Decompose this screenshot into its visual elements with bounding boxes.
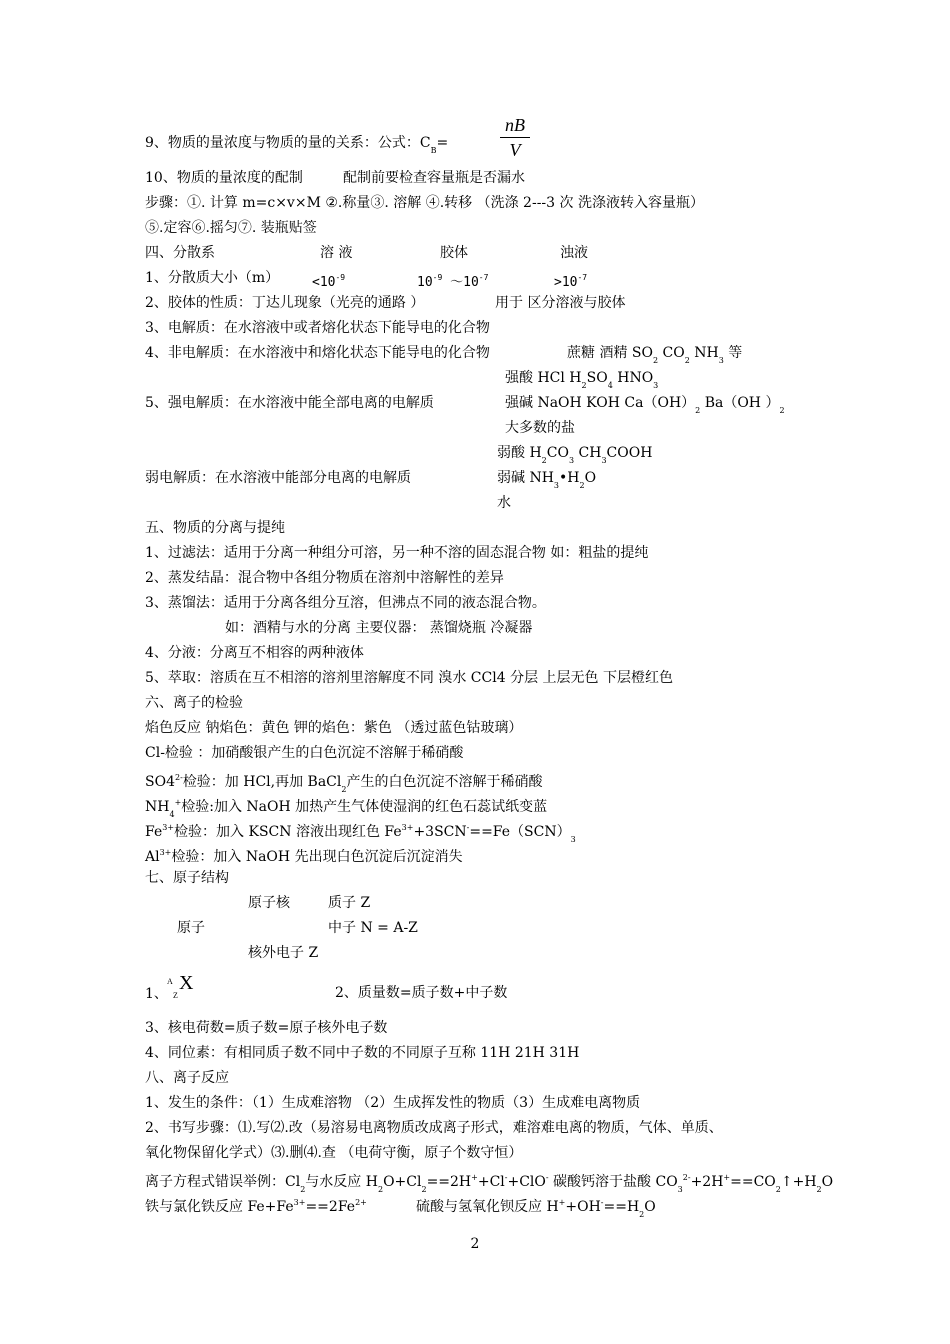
proton-label: 质子 Z xyxy=(328,895,371,911)
text: SO4 xyxy=(145,774,175,790)
text: 等 xyxy=(723,345,743,361)
heading-ionic-reaction: 八、离子反应 xyxy=(145,1070,229,1086)
subscript: 2 xyxy=(639,1210,645,1219)
text: O xyxy=(584,470,597,486)
text: <10 xyxy=(312,275,336,290)
line-steps-2: ⑤.定容⑥.摇匀⑦. 装瓶贴签 xyxy=(145,220,317,236)
superscript: + xyxy=(558,1198,566,1207)
non-electrolyte-examples xyxy=(567,343,742,371)
page-number: 2 xyxy=(470,1236,480,1252)
superscript: - xyxy=(504,1173,508,1182)
error-example-2b xyxy=(416,1193,656,1225)
superscript: -9 xyxy=(335,273,346,282)
subscript: 3 xyxy=(653,381,659,390)
subscript: 2 xyxy=(341,785,347,794)
superscript: 2- xyxy=(174,773,183,782)
text: +OH xyxy=(565,1199,601,1215)
subscript: 2 xyxy=(816,1185,822,1194)
subscript: 2 xyxy=(779,406,785,415)
text: ↑+H xyxy=(780,1174,817,1190)
text: O+Cl xyxy=(383,1174,422,1190)
electrolyte-def: 3、电解质：在水溶液中或者熔化状态下能导电的化合物 xyxy=(145,320,490,336)
text: 检验:加入 NaOH 加热产生气体使湿润的红色石蕊试纸变蓝 xyxy=(181,799,548,815)
line-10a: 10、物质的量浓度的配制 xyxy=(145,170,303,186)
text: CO xyxy=(546,445,569,461)
error-example-2a xyxy=(145,1193,367,1217)
electron-label: 核外电子 Z xyxy=(248,945,319,961)
writing-steps: 2、书写步骤：⑴.写⑵.改（易溶易电离物质改成离子形式，难溶难电离的物质，气体、单质、 xyxy=(145,1120,723,1136)
non-electrolyte-def: 4、非电解质：在水溶液中和熔化状态下能导电的化合物 xyxy=(145,345,490,361)
colloid-property: 2、胶体的性质：丁达儿现象（光亮的通路 ） xyxy=(145,295,425,311)
strong-acid xyxy=(505,368,658,396)
text: 弱碱 NH xyxy=(497,470,554,486)
text: 铁与氯化铁反应 Fe+Fe xyxy=(145,1199,294,1215)
line-steps: 步骤：①. 计算 m=c×v×M ②.称量③. 溶解 ④.转移 （洗涤 2---3 次 洗涤液转入容量瓶） xyxy=(145,195,704,211)
text: ～10 xyxy=(442,275,479,290)
subscript: 3 xyxy=(570,835,576,844)
text: 蔗糖 酒精 SO xyxy=(567,345,653,361)
reaction-conditions: 1、发生的条件：（1）生成难溶物 （2）生成挥发性的物质（3）生成难电离物质 xyxy=(145,1095,641,1111)
text: O xyxy=(821,1174,834,1190)
subscript: B xyxy=(430,146,437,155)
atomic-number: Z xyxy=(173,991,178,1000)
text: SO xyxy=(586,370,608,386)
subscript: 2 xyxy=(541,456,547,465)
colloid-use: 用于 区分溶液与胶体 xyxy=(495,295,626,311)
atom-label: 原子 xyxy=(177,920,205,936)
superscript: + xyxy=(471,1173,478,1182)
subscript: 2 xyxy=(421,1185,427,1194)
col-solution: 溶 液 xyxy=(320,245,353,261)
col-suspension: 浊液 xyxy=(560,245,588,261)
text: 检验：加入 NaOH 先出现白色沉淀后沉淀消失 xyxy=(171,849,463,865)
superscript: - xyxy=(600,1198,604,1207)
superscript: -7 xyxy=(478,273,489,282)
text: >10 xyxy=(554,275,578,290)
mass-number: A xyxy=(167,977,173,986)
weak-electrolyte-def: 弱电解质：在水溶液中能部分电离的电解质 xyxy=(145,470,411,486)
text: 强碱 NaOH KOH Ca（OH） xyxy=(505,395,696,411)
text: +3SCN xyxy=(413,824,467,840)
heading-dispersion: 四、分散系 xyxy=(145,245,215,261)
text: ==2Fe xyxy=(305,1199,356,1215)
text: O xyxy=(644,1199,656,1215)
text: 9、物质的量浓度与物质的量的关系：公式：C xyxy=(145,135,431,151)
text: ==2H xyxy=(426,1174,472,1190)
heading-ion-test: 六、离子的检验 xyxy=(145,695,243,711)
text: 硫酸与氢氧化钡反应 H xyxy=(416,1199,559,1215)
heading-atomic-structure: 七、原子结构 xyxy=(145,870,229,886)
isotope: 4、同位素：有相同质子数不同中子数的不同原子互称 11H 21H 31H xyxy=(145,1045,580,1061)
text: 碳酸钙溶于盐酸 CO xyxy=(548,1174,678,1190)
text: NH xyxy=(689,345,719,361)
numerator: nB xyxy=(505,115,525,135)
subscript: 2 xyxy=(300,1185,306,1194)
superscript: 2- xyxy=(682,1173,691,1182)
text: •H xyxy=(559,470,580,486)
size-suspension xyxy=(554,268,587,293)
col-colloid: 胶体 xyxy=(440,245,468,261)
text: 强酸 HCl H xyxy=(505,370,582,386)
mass-number-def: 2、质量数=质子数+中子数 xyxy=(335,985,508,1001)
superscript: 3+ xyxy=(162,823,175,832)
subscript: 2 xyxy=(579,481,585,490)
superscript: 3+ xyxy=(401,823,414,832)
text: COOH xyxy=(606,445,653,461)
weak-base xyxy=(497,468,596,496)
nuclear-charge: 3、核电荷数=质子数=原子核外电子数 xyxy=(145,1020,388,1036)
distillation-example: 如：酒精与水的分离 主要仪器： 蒸馏烧瓶 冷凝器 xyxy=(225,620,533,636)
flame-test: 焰色反应 钠焰色：黄色 钾的焰色：紫色 （透过蓝色钴玻璃） xyxy=(145,720,523,736)
superscript: -7 xyxy=(577,273,588,282)
subscript: 2 xyxy=(652,356,659,365)
text: ==CO xyxy=(730,1174,776,1190)
subscript: 4 xyxy=(607,381,613,390)
text: NH xyxy=(145,799,170,815)
subscript: 2 xyxy=(581,381,587,390)
text: CH xyxy=(574,445,602,461)
nucleus-label: 原子核 xyxy=(248,895,290,911)
strong-electrolyte-def: 5、强电解质：在水溶液中能全部电离的电解质 xyxy=(145,395,434,411)
extraction: 5、萃取：溶质在互不相溶的溶剂里溶解度不同 溴水 CCl4 分层 上层无色 下层橙红色 xyxy=(145,670,673,686)
text: 产生的白色沉淀不溶解于稀硝酸 xyxy=(346,774,543,790)
subscript: 3 xyxy=(601,456,607,465)
subscript: 2 xyxy=(684,356,690,365)
subscript: 4 xyxy=(169,810,175,819)
text: ==Fe（SCN） xyxy=(469,824,571,840)
line-9-formula xyxy=(145,133,448,161)
text: +ClO xyxy=(507,1174,546,1190)
denominator: V xyxy=(509,140,521,160)
size-label: 1、分散质大小（m） xyxy=(145,270,280,286)
text: +2H xyxy=(690,1174,724,1190)
strong-base xyxy=(505,393,785,421)
size-solution xyxy=(312,268,345,293)
subscript: 3 xyxy=(568,456,575,465)
subscript: 2 xyxy=(775,1185,781,1194)
superscript: + xyxy=(174,798,182,807)
heading-separation: 五、物质的分离与提纯 xyxy=(145,520,285,536)
chloride-test: Cl-检验 ：加硝酸银产生的白色沉淀不溶解于稀硝酸 xyxy=(145,745,464,761)
subscript: 3 xyxy=(718,356,724,365)
neutron-label: 中子 N = A-Z xyxy=(328,920,418,936)
text: 1、 xyxy=(145,986,168,1002)
text: 检验：加 HCl,再加 BaCl xyxy=(182,774,342,790)
aluminum-test xyxy=(145,843,463,867)
text: +Cl xyxy=(477,1174,505,1190)
element-symbol: X xyxy=(179,972,194,994)
evaporation: 2、蒸发结晶：混合物中各组分物质在溶剂中溶解性的差异 xyxy=(145,570,504,586)
superscript: 3+ xyxy=(159,848,172,857)
superscript: - xyxy=(545,1173,549,1182)
text: ==H xyxy=(603,1199,640,1215)
superscript: - xyxy=(466,823,470,832)
separating-liquid: 4、分液：分离互不相容的两种液体 xyxy=(145,645,364,661)
distillation: 3、蒸馏法：适用于分离各组分互溶，但沸点不同的液态混合物。 xyxy=(145,595,546,611)
text: Al xyxy=(145,849,160,865)
most-salts: 大多数的盐 xyxy=(505,420,575,436)
text: 检验：加入 KSCN 溶液出现红色 Fe xyxy=(174,824,402,840)
superscript: 2+ xyxy=(355,1198,367,1207)
fraction-bar xyxy=(500,137,530,138)
text: Fe xyxy=(145,824,163,840)
subscript: 2 xyxy=(695,406,701,415)
text: 弱酸 H xyxy=(497,445,542,461)
water: 水 xyxy=(497,495,511,511)
line-10b: 配制前要检查容量瓶是否漏水 xyxy=(343,170,525,186)
text: Ba（OH ） xyxy=(700,395,780,411)
text: 与水反应 H xyxy=(305,1174,378,1190)
fraction-nb-over-v xyxy=(500,114,530,161)
subscript: 2 xyxy=(377,1185,384,1194)
text: 离子方程式错误举例：Cl xyxy=(145,1174,301,1190)
subscript: 3 xyxy=(553,481,560,490)
weak-acid xyxy=(497,443,652,471)
writing-steps-2: 氧化物保留化学式）⑶.删⑷.查 （电荷守衡，原子个数守恒） xyxy=(145,1145,523,1161)
text: 10 xyxy=(417,275,433,290)
text: = xyxy=(436,135,449,151)
size-colloid xyxy=(417,268,488,293)
text: HNO xyxy=(612,370,654,386)
superscript: -9 xyxy=(432,273,443,282)
superscript: 3+ xyxy=(293,1198,306,1207)
filtration: 1、过滤法：适用于分离一种组分可溶，另一种不溶的固态混合物 如：粗盐的提纯 xyxy=(145,545,649,561)
superscript: + xyxy=(723,1173,731,1182)
text: CO xyxy=(658,345,685,361)
subscript: 3 xyxy=(677,1185,683,1194)
